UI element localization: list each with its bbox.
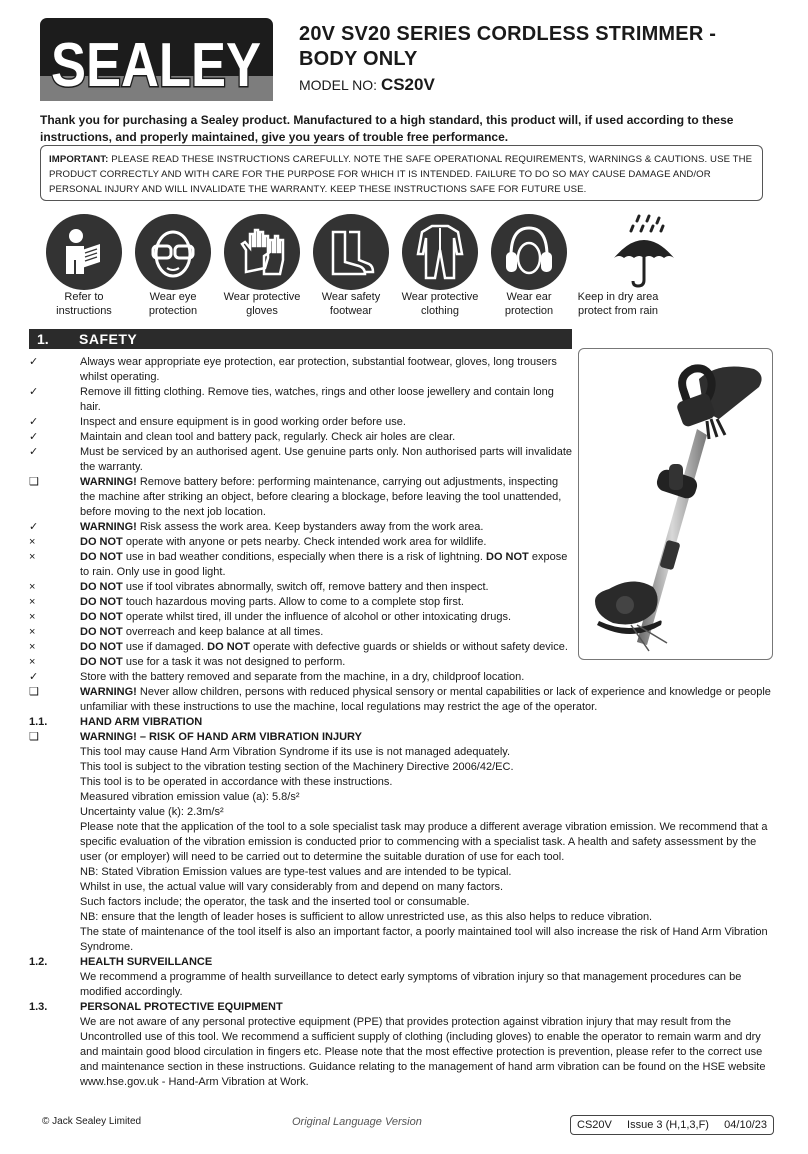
safety-instructions bbox=[29, 355, 774, 1090]
list-item bbox=[29, 535, 574, 550]
item-bold: DO NOT bbox=[482, 551, 529, 563]
icon-caption: protection bbox=[148, 305, 198, 317]
subsection-number: 1.1. bbox=[29, 716, 48, 728]
check-mark-icon: ✓ bbox=[29, 671, 39, 683]
paragraph: Whilst in use, the actual value will vary considerably from and depend on many factors. bbox=[80, 881, 504, 893]
item-bold: WARNING! bbox=[80, 476, 137, 488]
subsection-title: PERSONAL PROTECTIVE EQUIPMENT bbox=[80, 1001, 283, 1013]
subsection-number: 1.3. bbox=[29, 1001, 48, 1013]
subsection-heading bbox=[29, 955, 774, 970]
icon-caption: Keep in dry area bbox=[577, 291, 659, 303]
list-item bbox=[29, 625, 574, 640]
item-text: expose to rain. Only use in good light. bbox=[80, 551, 568, 578]
item-bold: WARNING! bbox=[80, 521, 137, 533]
item-text: operate with defective guards or shields or without safety device. bbox=[249, 641, 568, 653]
item-text: Never allow children, persons with reduced physical sensory or mental capabilities or lack of experience and knowledge or people unfamiliar with these instructions to use the machine, local regulations may restrict the age of the operator. bbox=[80, 686, 771, 713]
paragraph: This tool is to be operated in accordance with these instructions. bbox=[80, 776, 393, 788]
item-bold: DO NOT bbox=[80, 641, 123, 653]
important-text: PLEASE READ THESE INSTRUCTIONS CAREFULLY. NOTE THE SAFE OPERATIONAL REQUIREMENTS, WARNINGS & CAUTIONS. USE THE PRODUCT CORRECTLY AND WITH CARE FOR THE PURPOSE FOR WHICH IT IS INTENDED. FAILURE TO DO SO MAY CAUSE DAMAGE AND/OR PERSONAL INJURY AND WILL INVALIDATE THE WARRANTY. KEEP THESE INSTRUCTIONS SAFE FOR FUTURE USE. bbox=[49, 154, 753, 195]
item-text: touch hazardous moving parts. Allow to come to a complete stop first. bbox=[122, 596, 464, 608]
list-item bbox=[29, 610, 574, 625]
icon-protective-gloves bbox=[218, 214, 306, 318]
warning-text: WARNING! – RISK OF HAND ARM VIBRATION INJURY bbox=[80, 731, 362, 743]
item-bold: DO NOT bbox=[80, 656, 123, 668]
item-text: Maintain and clean tool and battery pack, regularly. Check air holes are clear. bbox=[80, 431, 456, 443]
doc-code: CS20V bbox=[577, 1119, 612, 1131]
paragraph: We are not aware of any personal protective equipment (PPE) that provides protection against vibration injury that may result from the Uncontrolled use of this tool. We recommend a sufficient supply of clothing (including gloves) to enable the operator to remain warm and dry and maintain good blood circulation in fingers etc. Please note that the most effective protection is prevention, please refer to the correct use and maintenance section in these instructions. Guidance relating to the management of hand arm vibration can be found on the HSE website www.hse.gov.uk - Hand-Arm Vibration at Work. bbox=[80, 1016, 766, 1088]
check-mark-icon: ✓ bbox=[29, 356, 39, 368]
vibration-warning bbox=[29, 730, 774, 745]
item-text: use in bad weather conditions, especially when there is a risk of lightning. bbox=[122, 551, 483, 563]
icon-caption: protection bbox=[504, 305, 554, 317]
important-label: IMPORTANT: bbox=[49, 154, 109, 165]
icon-protective-clothing bbox=[396, 214, 484, 318]
item-text: Must be serviced by an authorised agent. Use genuine parts only. Non authorised parts will invalidate the warranty. bbox=[80, 446, 573, 473]
ear-protection-icon bbox=[491, 214, 567, 290]
list-item bbox=[29, 670, 574, 685]
subsection-heading bbox=[29, 715, 774, 730]
item-text: Inspect and ensure equipment is in good working order before use. bbox=[80, 416, 406, 428]
icon-caption: Wear protective bbox=[401, 291, 479, 303]
sealey-logo bbox=[40, 18, 273, 101]
safety-icons bbox=[40, 214, 770, 319]
paragraph: Such factors include; the operator, the task and the inserted tool or consumable. bbox=[80, 896, 470, 908]
item-text: Always wear appropriate eye protection, ear protection, substantial footwear, gloves, long trousers whilst operating. bbox=[80, 356, 557, 383]
icon-caption: footwear bbox=[329, 305, 373, 317]
item-text: overreach and keep balance at all times. bbox=[122, 626, 324, 638]
list-item bbox=[29, 685, 774, 715]
list-item bbox=[29, 475, 574, 520]
cross-mark-icon: × bbox=[29, 596, 36, 608]
doc-issue: Issue 3 (H,1,3,F) bbox=[627, 1119, 709, 1131]
check-mark-icon: ✓ bbox=[29, 431, 39, 443]
umbrella-rain-icon bbox=[580, 214, 656, 290]
subsection-title: HEALTH SURVEILLANCE bbox=[80, 956, 213, 968]
item-bold: DO NOT bbox=[80, 626, 123, 638]
icon-read-instructions bbox=[40, 214, 128, 318]
icon-caption: Wear ear bbox=[506, 291, 552, 303]
checkbox-icon: ❑ bbox=[29, 476, 39, 488]
paragraph: This tool may cause Hand Arm Vibration Syndrome if its use is not managed adequately. bbox=[80, 746, 511, 758]
item-text: use for a task it was not designed to perform. bbox=[122, 656, 346, 668]
list-item bbox=[29, 655, 574, 670]
important-notice bbox=[40, 145, 763, 201]
list-item bbox=[29, 385, 574, 415]
cross-mark-icon: × bbox=[29, 641, 36, 653]
checkbox-icon: ❑ bbox=[29, 686, 39, 698]
item-text: Remove battery before: performing maintenance, carrying out adjustments, inspecting the machine after striking an object, before clearing a blockage, before leaving the tool unattended, before moving to the next job location. bbox=[80, 476, 562, 518]
list-item bbox=[29, 430, 574, 445]
list-item bbox=[29, 595, 574, 610]
icon-ear-protection bbox=[485, 214, 573, 318]
list-item bbox=[29, 445, 574, 475]
copyright: © Jack Sealey Limited bbox=[42, 1116, 142, 1127]
page-title: 20V SV20 SERIES CORDLESS STRIMMER - BODY ONLY bbox=[299, 23, 717, 70]
subsection-title: HAND ARM VIBRATION bbox=[80, 716, 203, 728]
paragraph: We recommend a programme of health surveillance to detect early symptoms of vibration injury so that management procedures can be modified accordingly. bbox=[80, 971, 742, 998]
icon-caption: Wear protective bbox=[223, 291, 301, 303]
item-text: Risk assess the work area. Keep bystanders away from the work area. bbox=[136, 521, 484, 533]
icon-caption: Wear safety bbox=[321, 291, 381, 303]
check-mark-icon: ✓ bbox=[29, 386, 39, 398]
icon-safety-footwear bbox=[307, 214, 395, 318]
cross-mark-icon: × bbox=[29, 536, 36, 548]
protective-clothing-icon bbox=[402, 214, 478, 290]
check-mark-icon: ✓ bbox=[29, 521, 39, 533]
section-number: 1. bbox=[37, 331, 49, 347]
icon-caption: clothing bbox=[421, 305, 459, 317]
protective-gloves-icon bbox=[224, 214, 300, 290]
item-text: use if damaged. bbox=[122, 641, 205, 653]
icon-caption: Refer to bbox=[64, 291, 104, 303]
safety-footwear-icon bbox=[313, 214, 389, 290]
item-text: operate whilst tired, ill under the influence of alcohol or other intoxicating drugs. bbox=[122, 611, 512, 623]
logo-wordmark bbox=[40, 18, 273, 101]
item-bold: DO NOT bbox=[80, 581, 123, 593]
list-item bbox=[29, 355, 574, 385]
paragraph: Uncertainty value (k): 2.3m/s² bbox=[80, 806, 224, 818]
list-item bbox=[29, 580, 574, 595]
icon-eye-protection bbox=[129, 214, 217, 318]
paragraph: NB: ensure that the length of leader hoses is sufficient to allow unrestricted use, as this also helps to reduce vibration. bbox=[80, 911, 653, 923]
list-item bbox=[29, 640, 574, 655]
item-bold: WARNING! bbox=[80, 686, 137, 698]
svg-text:SEALEY: SEALEY bbox=[51, 31, 261, 100]
icon-caption: Wear eye bbox=[149, 291, 197, 303]
item-bold: DO NOT bbox=[80, 611, 123, 623]
model-value: CS20V bbox=[380, 75, 435, 94]
doc-date: 04/10/23 bbox=[724, 1119, 767, 1131]
item-text: use if tool vibrates abnormally, switch off, remove battery and then inspect. bbox=[122, 581, 489, 593]
cross-mark-icon: × bbox=[29, 551, 36, 563]
cross-mark-icon: × bbox=[29, 656, 36, 668]
subsection-heading bbox=[29, 1000, 774, 1015]
item-text: Remove ill fitting clothing. Remove ties, watches, rings and other loose jewellery and contain long hair. bbox=[80, 386, 554, 413]
icon-caption: gloves bbox=[246, 305, 278, 317]
section-title: SAFETY bbox=[79, 331, 138, 347]
language-version: Original Language Version bbox=[292, 1116, 422, 1128]
paragraph: NB: Stated Vibration Emission values are type-test values and are intended to be typical. bbox=[80, 866, 512, 878]
paragraph: Measured vibration emission value (a): 5.8/s² bbox=[80, 791, 300, 803]
read-instructions-icon bbox=[46, 214, 122, 290]
list-item bbox=[29, 520, 574, 535]
intro-text: Thank you for purchasing a Sealey product. Manufactured to a high standard, this product will, if used according to these instructions, and properly maintained, give you years of trouble free performance. bbox=[40, 113, 734, 144]
item-bold: DO NOT bbox=[204, 641, 250, 653]
check-mark-icon: ✓ bbox=[29, 446, 39, 458]
checkbox-icon: ❑ bbox=[29, 731, 39, 743]
item-bold: DO NOT bbox=[80, 551, 123, 563]
paragraph: This tool is subject to the vibration testing section of the Machinery Directive 2006/42/EC. bbox=[80, 761, 514, 773]
cross-mark-icon: × bbox=[29, 626, 36, 638]
item-text: operate with anyone or pets nearby. Check intended work area for wildlife. bbox=[122, 536, 487, 548]
paragraph: The state of maintenance of the tool itself is also an important factor, a poorly maintained tool will also increase the risk of Hand Arm Vibration Syndrome. bbox=[80, 926, 768, 953]
item-bold: DO NOT bbox=[80, 536, 123, 548]
cross-mark-icon: × bbox=[29, 581, 36, 593]
list-item bbox=[29, 550, 574, 580]
item-text: Store with the battery removed and separate from the machine, in a dry, childproof location. bbox=[80, 671, 525, 683]
icon-caption: protect from rain bbox=[577, 305, 659, 317]
eye-protection-icon bbox=[135, 214, 211, 290]
document-code-box bbox=[570, 1115, 774, 1135]
check-mark-icon: ✓ bbox=[29, 416, 39, 428]
model-label: MODEL NO: bbox=[299, 77, 378, 93]
icon-caption: instructions bbox=[56, 305, 112, 317]
list-item bbox=[29, 415, 574, 430]
cross-mark-icon: × bbox=[29, 611, 36, 623]
subsection-number: 1.2. bbox=[29, 956, 48, 968]
paragraph: Please note that the application of the tool to a sole specialist task may produce a different average vibration emission. We recommend that a specific evaluation of the vibration emission is conducted prior to commencing with a specialist task. A health and safety assessment by the user (or employer) will need to be carried out to determine the suitable duration of use for each tool. bbox=[80, 821, 768, 863]
item-bold: DO NOT bbox=[80, 596, 123, 608]
section-heading-safety bbox=[29, 329, 572, 349]
icon-umbrella-rain bbox=[574, 214, 662, 318]
model-number bbox=[299, 75, 435, 95]
